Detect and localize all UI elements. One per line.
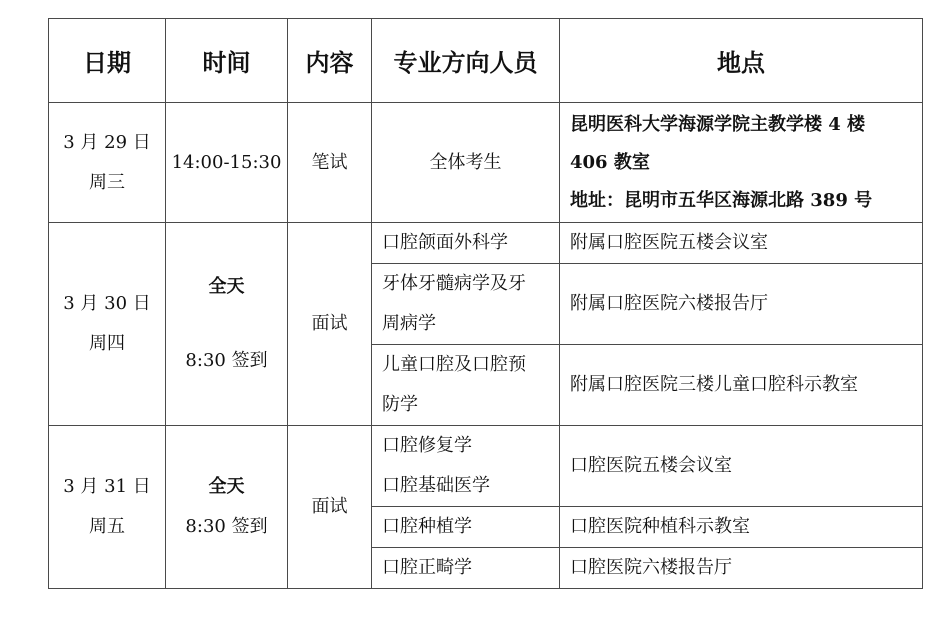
date-text: 3 月 31 日	[63, 476, 151, 497]
major-cell	[372, 345, 560, 426]
date-cell	[49, 103, 166, 223]
time-allday: 全天	[208, 476, 245, 497]
location-line: 昆明医科大学海源学院主教学楼 4 楼	[570, 113, 866, 135]
address-text: 地址：昆明市五华区海源北路 389 号	[570, 189, 873, 211]
header-location: 地点	[560, 19, 923, 103]
location-cell: 口腔医院六楼报告厅	[560, 548, 923, 589]
content-cell: 面试	[288, 426, 372, 589]
date-cell	[49, 223, 166, 426]
content-cell: 面试	[288, 223, 372, 426]
weekday-text: 周四	[89, 333, 125, 354]
location-cell: 附属口腔医院三楼儿童口腔科示教室	[560, 345, 923, 426]
header-major-group: 专业方向人员	[372, 19, 560, 103]
header-content: 内容	[288, 19, 372, 103]
time-cell	[166, 426, 288, 589]
table-row	[49, 426, 923, 507]
checkin-time: 8:30 签到	[185, 350, 268, 371]
table-row	[49, 223, 923, 264]
weekday-text: 周五	[89, 516, 125, 537]
header-row	[49, 19, 923, 103]
location-cell: 附属口腔医院五楼会议室	[560, 223, 923, 264]
location-line: 406 教室	[570, 151, 650, 173]
location-cell: 口腔医院五楼会议室	[560, 426, 923, 507]
date-cell	[49, 426, 166, 589]
time-allday: 全天	[208, 276, 245, 297]
time-cell	[166, 223, 288, 426]
major-line: 口腔修复学	[382, 435, 472, 456]
major-line: 周病学	[382, 313, 436, 334]
location-cell: 口腔医院种植科示教室	[560, 507, 923, 548]
major-cell: 口腔种植学	[372, 507, 560, 548]
major-group-cell: 全体考生	[372, 103, 560, 223]
major-cell: 口腔正畸学	[372, 548, 560, 589]
content-cell: 笔试	[288, 103, 372, 223]
major-cell	[372, 426, 560, 507]
location-cell	[560, 103, 923, 223]
weekday-text: 周三	[89, 171, 125, 193]
checkin-time: 8:30 签到	[185, 516, 268, 537]
major-cell	[372, 264, 560, 345]
header-date: 日期	[49, 19, 166, 103]
major-cell: 口腔颌面外科学	[372, 223, 560, 264]
header-time: 时间	[166, 19, 288, 103]
time-cell: 14:00-15:30	[166, 103, 288, 223]
location-cell: 附属口腔医院六楼报告厅	[560, 264, 923, 345]
major-line: 防学	[382, 394, 418, 415]
major-line: 口腔基础医学	[382, 475, 490, 496]
date-text: 3 月 30 日	[63, 293, 151, 314]
date-text: 3 月 29 日	[63, 131, 151, 153]
table-row	[49, 103, 923, 223]
major-line: 牙体牙髓病学及牙	[382, 273, 526, 294]
exam-schedule-table	[48, 18, 923, 589]
major-line: 儿童口腔及口腔预	[382, 354, 526, 375]
